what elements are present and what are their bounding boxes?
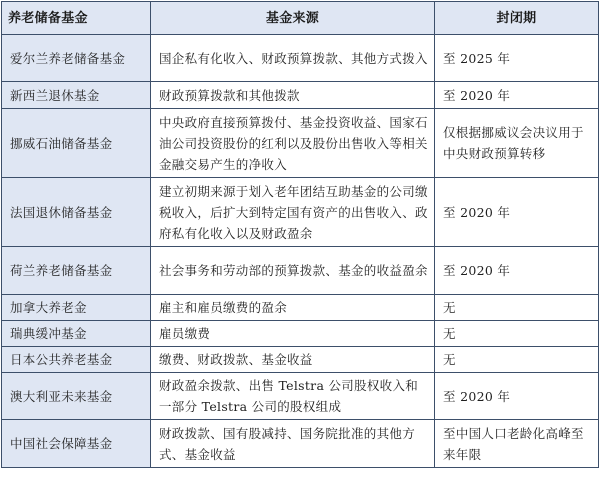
fund-name: 日本公共养老基金 bbox=[2, 347, 151, 373]
table-row bbox=[2, 420, 599, 468]
fund-name: 挪威石油储备基金 bbox=[2, 109, 151, 178]
lock-period: 至 2025 年 bbox=[435, 35, 599, 82]
table-row bbox=[2, 347, 599, 373]
fund-source: 国企私有化收入、财政预算拨款、其他方式拨入 bbox=[151, 35, 435, 82]
header-fund-name: 养老储备基金 bbox=[2, 2, 151, 35]
lock-period: 至中国人口老龄化高峰至来年限 bbox=[435, 420, 599, 468]
table-row bbox=[2, 109, 599, 178]
fund-source: 中央政府直接预算拨付、基金投资收益、国家石油公司投资股份的红利以及股份出售收入等相关金融交易产生的净收入 bbox=[151, 109, 435, 178]
fund-name: 澳大利亚未来基金 bbox=[2, 373, 151, 420]
fund-name: 瑞典缓冲基金 bbox=[2, 321, 151, 347]
fund-source: 财政盈余拨款、出售 Telstra 公司股权收入和一部分 Telstra 公司的股权组成 bbox=[151, 373, 435, 420]
lock-period: 无 bbox=[435, 321, 599, 347]
fund-name: 法国退休储备基金 bbox=[2, 178, 151, 247]
lock-period: 至 2020 年 bbox=[435, 373, 599, 420]
lock-period: 无 bbox=[435, 347, 599, 373]
fund-name: 新西兰退休基金 bbox=[2, 82, 151, 109]
fund-source: 财政拨款、国有股减持、国务院批准的其他方式、基金收益 bbox=[151, 420, 435, 468]
table-row bbox=[2, 295, 599, 321]
fund-source: 雇主和雇员缴费的盈余 bbox=[151, 295, 435, 321]
fund-name: 爱尔兰养老储备基金 bbox=[2, 35, 151, 82]
table-row bbox=[2, 247, 599, 295]
header-fund-source: 基金来源 bbox=[151, 2, 435, 35]
fund-source: 建立初期来源于划入老年团结互助基金的公司缴税收入，后扩大到特定国有资产的出售收入、政府私有化收入以及财政盈余 bbox=[151, 178, 435, 247]
table-row bbox=[2, 373, 599, 420]
fund-name: 荷兰养老储备基金 bbox=[2, 247, 151, 295]
fund-name: 加拿大养老金 bbox=[2, 295, 151, 321]
lock-period: 无 bbox=[435, 295, 599, 321]
table-row bbox=[2, 35, 599, 82]
fund-source: 财政预算拨款和其他拨款 bbox=[151, 82, 435, 109]
fund-name: 中国社会保障基金 bbox=[2, 420, 151, 468]
header-lock-period: 封闭期 bbox=[435, 2, 599, 35]
header-row bbox=[2, 2, 599, 35]
lock-period: 仅根据挪威议会决议用于中央财政预算转移 bbox=[435, 109, 599, 178]
table-row bbox=[2, 321, 599, 347]
fund-source: 雇员缴费 bbox=[151, 321, 435, 347]
fund-source: 缴费、财政拨款、基金收益 bbox=[151, 347, 435, 373]
fund-source: 社会事务和劳动部的预算拨款、基金的收益盈余 bbox=[151, 247, 435, 295]
lock-period: 至 2020 年 bbox=[435, 178, 599, 247]
lock-period: 至 2020 年 bbox=[435, 82, 599, 109]
fund-table bbox=[1, 1, 599, 468]
table-row bbox=[2, 82, 599, 109]
table-row bbox=[2, 178, 599, 247]
lock-period: 至 2020 年 bbox=[435, 247, 599, 295]
fund-table-container bbox=[1, 1, 599, 468]
